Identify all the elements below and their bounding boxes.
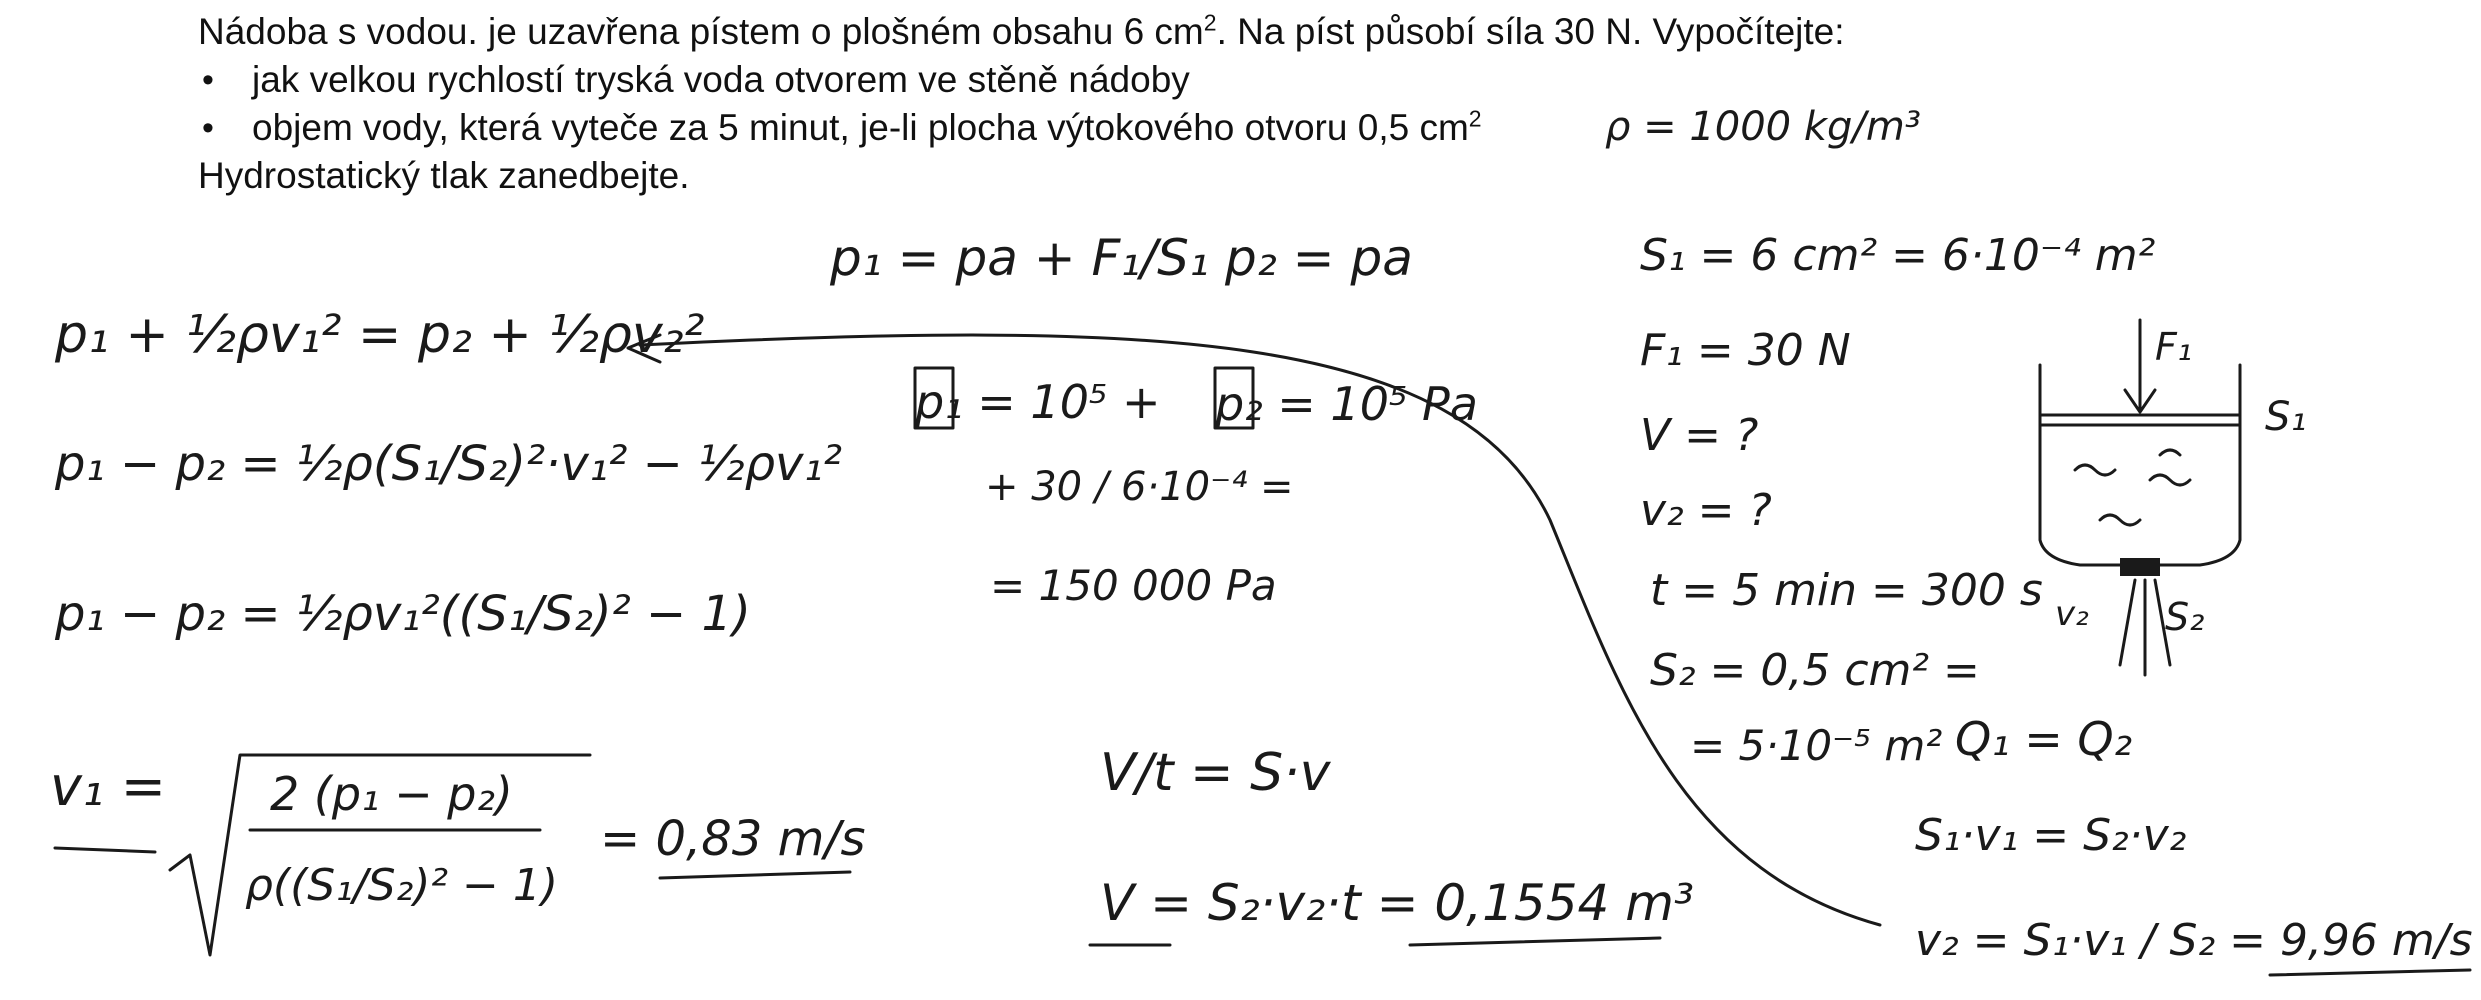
given-F1: F₁ = 30 N xyxy=(1640,325,1851,376)
problem-bullet-velocity: • jak velkou rychlostí tryská voda otvorem ve stěně nádoby xyxy=(198,56,2398,104)
given-S1: S₁ = 6 cm² = 6·10⁻⁴ m² xyxy=(1640,230,2156,281)
given-S2: S₂ = 0,5 cm² = xyxy=(1650,645,1980,696)
bernoulli-equation: p₁ + ½ρv₁² = p₂ + ½ρv₂² xyxy=(55,305,705,365)
result-underline xyxy=(660,872,850,878)
p1-calc-line3: = 150 000 Pa xyxy=(990,561,1277,610)
given-time: t = 5 min = 300 s xyxy=(1650,565,2043,616)
problem-note: Hydrostatický tlak zanedbejte. xyxy=(198,155,690,196)
p1-definition: p₁ = pa + F₁/S₁ xyxy=(830,229,1209,287)
sketch-force-label: F₁ xyxy=(2155,325,2193,369)
v1-numerator: 2 (p₁ − p₂) xyxy=(270,767,513,821)
density-note: ρ = 1000 kg/m³ xyxy=(1605,104,1921,150)
p2-calc: p₂ = 10⁵ Pa xyxy=(1215,377,1478,431)
v1-underline xyxy=(55,848,155,852)
volume-flow-relation: V/t = S·v xyxy=(1100,743,1331,803)
outlet-hole xyxy=(2120,558,2160,576)
v1-label: v₁ = xyxy=(50,755,167,818)
flow-equality: Q₁ = Q₂ xyxy=(1955,712,2133,766)
v2-result: v₂ = S₁·v₁ / S₂ = 9,96 m/s xyxy=(1915,915,2473,966)
water-waves xyxy=(2075,450,2190,525)
water-jet xyxy=(2120,580,2170,675)
sketch-v2-label: v₂ xyxy=(2055,594,2089,634)
v2-underline xyxy=(2270,970,2470,975)
unknown-V: V = ? xyxy=(1640,410,1759,461)
pressure-difference-factored: p₁ − p₂ = ½ρv₁²((S₁/S₂)² − 1) xyxy=(55,586,751,642)
sketch-S2-label: S₂ xyxy=(2165,595,2205,639)
sketch-S1-label: S₁ xyxy=(2265,394,2307,440)
v1-result: = 0,83 m/s xyxy=(600,811,866,867)
v1-denominator: ρ((S₁/S₂)² − 1) xyxy=(245,860,559,911)
p1-calc-line1: p₁ = 10⁵ + xyxy=(915,375,1161,429)
pressure-difference: p₁ − p₂ = ½ρ(S₁/S₂)²·v₁² − ½ρv₁² xyxy=(55,436,842,492)
continuity-equation: S₁·v₁ = S₂·v₂ xyxy=(1915,810,2187,861)
problem-intro: Nádoba s vodou. je uzavřena pístem o plošném obsahu 6 $cm^2$. Na píst působí síla 30 N. Vypočítejte: xyxy=(198,9,1845,52)
volume-underline-result xyxy=(1410,938,1660,945)
volume-result: V = S₂·v₂·t = 0,1554 m³ xyxy=(1100,874,1694,932)
p1-calc-line2: + 30 / 6·10⁻⁴ = xyxy=(985,464,1294,510)
unknown-v2: v₂ = ? xyxy=(1640,485,1772,536)
problem-bullet-volume: • objem vody, která vyteče za 5 minut, je-li plocha výtokového otvoru 0,5 $cm^2$ xyxy=(198,104,2398,152)
given-S2-converted: = 5·10⁻⁵ m² xyxy=(1690,721,1943,770)
p2-definition: p₂ = pa xyxy=(1225,229,1413,287)
container-sketch xyxy=(2040,320,2306,675)
